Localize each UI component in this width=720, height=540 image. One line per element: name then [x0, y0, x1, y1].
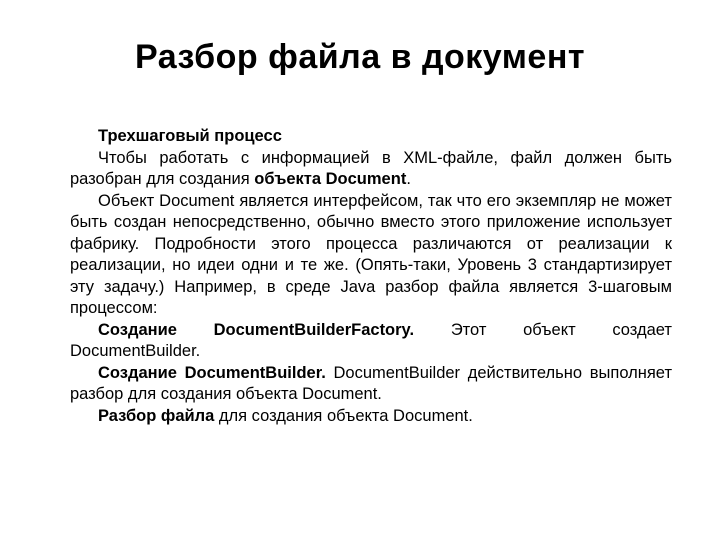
- section-heading: [70, 126, 672, 148]
- paragraph-document-interface: Объект Document является интерфейсом, так что его экземпляр не может быть создан непосредственно, обычно вместо этого приложение использует фабрику. Подробности этого процесса различаются от реализации к реализации, но идеи одни и те же. (Опять-таки, Уровень 3 стандартизирует эту задачу.) Например, в среде Java разбор файла является 3-шаговым процессом:: [70, 191, 672, 317]
- step-1-text: Этот объект создает DocumentBuilder.: [70, 320, 672, 360]
- slide-title: Разбор файла в документ: [134, 38, 586, 76]
- step-2-title: Создание DocumentBuilder.: [98, 363, 326, 382]
- step-parse-file: [70, 406, 672, 428]
- step-create-factory: [70, 320, 672, 363]
- intro-text: Чтобы работать с информацией в XML-файле, файл должен быть разобран для создания: [70, 148, 672, 188]
- intro-bold-term: объекта Document: [254, 170, 407, 188]
- step-3-text: для создания объекта Document.: [214, 406, 473, 425]
- slide-body: [70, 126, 672, 427]
- step-1-title: Создание DocumentBuilderFactory.: [98, 320, 415, 339]
- paragraph-intro: [70, 148, 672, 191]
- intro-end: .: [406, 170, 411, 188]
- heading-text: Трехшаговый процесс: [98, 127, 282, 145]
- step-create-builder: [70, 363, 672, 406]
- step-3-title: Разбор файла: [98, 406, 215, 425]
- step-2-text: DocumentBuilder действительно выполняет разбор для создания объекта Document.: [70, 363, 672, 403]
